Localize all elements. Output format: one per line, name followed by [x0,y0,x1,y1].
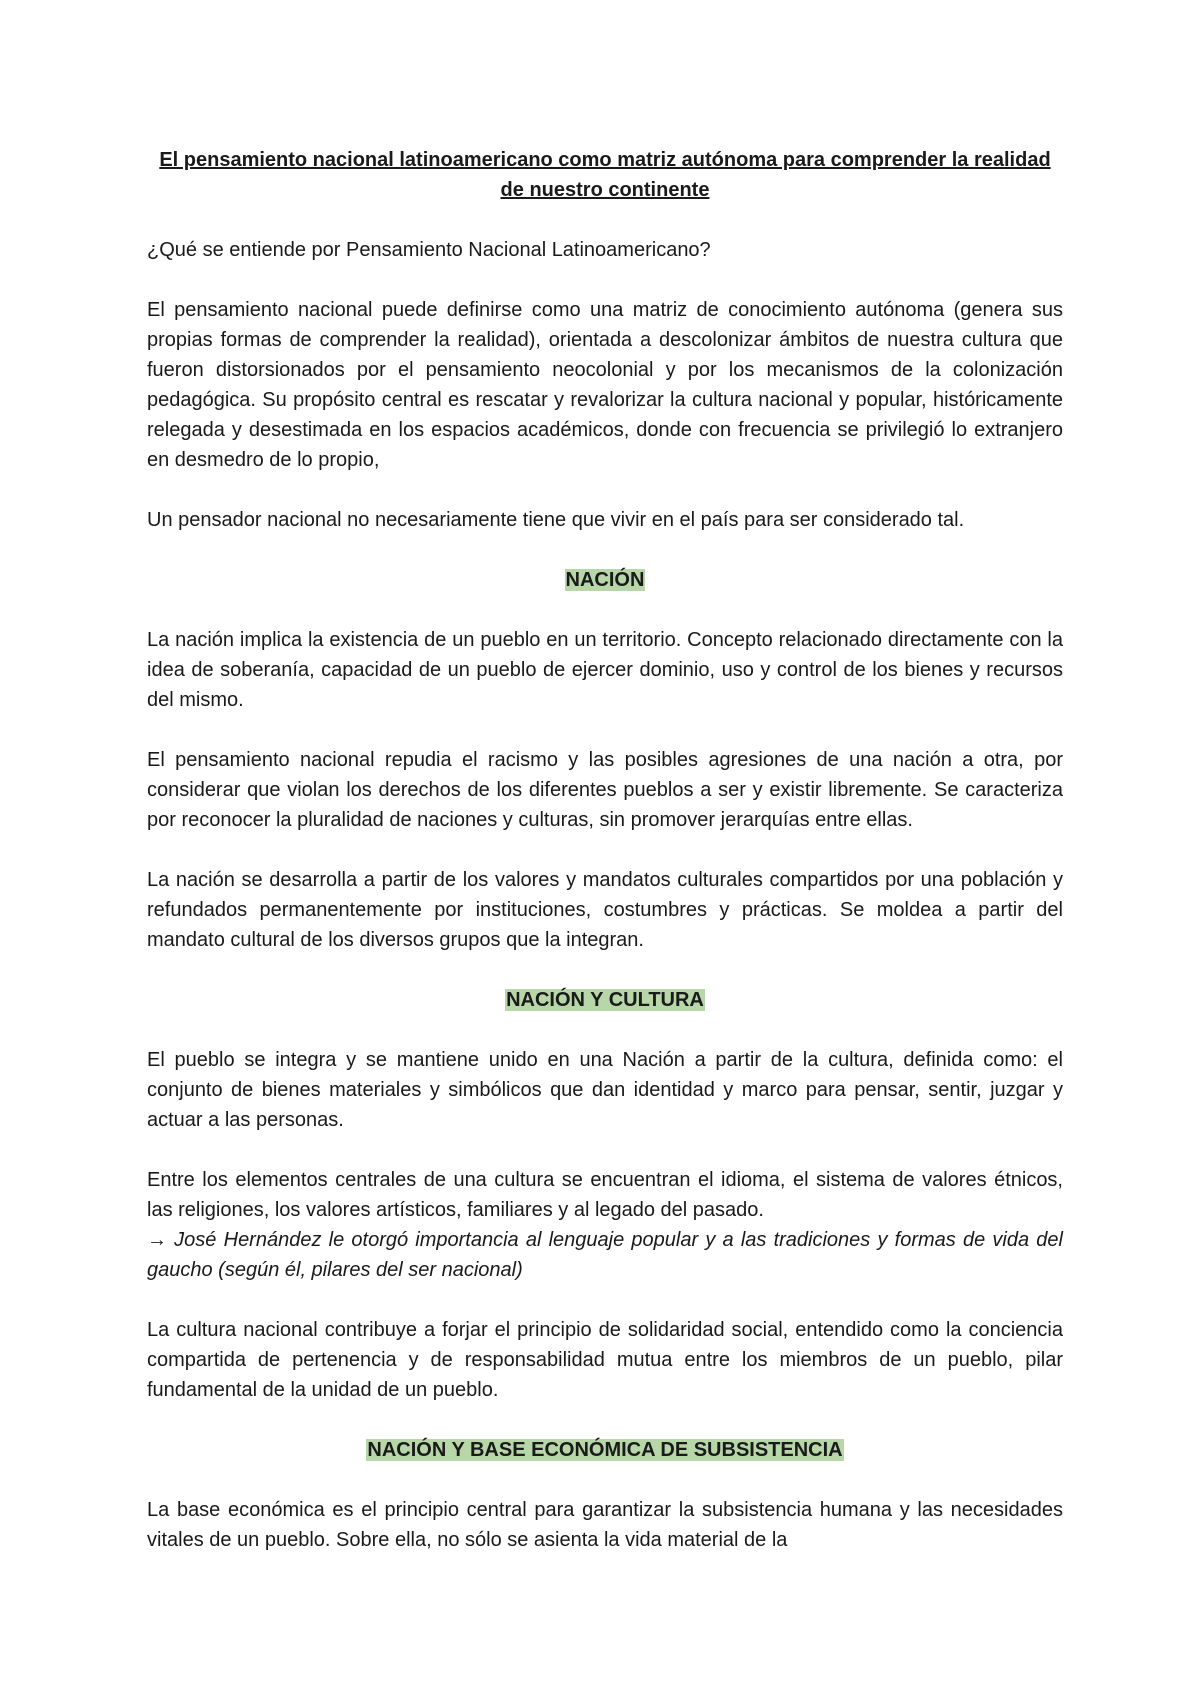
section-heading-label: NACIÓN Y CULTURA [506,989,704,1011]
base-economica-paragraph-1: La base económica es el principio central para garantizar la subsistencia humana y las necesidades vitales de un pueblo. Sobre ella, no sólo se asienta la vida material de la [147,1499,1063,1551]
cultura-paragraph-1: El pueblo se integra y se mantiene unido en una Nación a partir de la cultura, definida como: el conjunto de bienes materiales y simbólicos que dan identidad y marco para pensar, sentir, juzgar y actuar a las personas. [147,1049,1063,1131]
intro-paragraph-2: Un pensador nacional no necesariamente tiene que vivir en el país para ser considerado tal. [147,509,965,531]
section-heading-base-economica [147,1435,1063,1465]
nacion-paragraph-2: El pensamiento nacional repudia el racismo y las posibles agresiones de una nación a otra, por considerar que violan los derechos de los diferentes pueblos a ser y existir libremente. Se caracteriza por reconocer la pluralidad de naciones y culturas, sin promover jerarquías entre ellas. [147,749,1063,831]
document-body [147,145,1063,1555]
section-heading-nacion [147,565,1063,595]
section-heading-label: NACIÓN Y BASE ECONÓMICA DE SUBSISTENCIA [367,1439,843,1461]
intro-paragraph-1: El pensamiento nacional puede definirse como una matriz de conocimiento autónoma (genera sus propias formas de comprender la realidad), orientada a descolonizar ámbitos de nuestra cultura que fueron distorsionados por el pensamiento neocolonial y por los mecanismos de la colonización pedagógica. Su propósito central es rescatar y revalorizar la cultura nacional y popular, históricamente relegada y desestimada en los espacios académicos, donde con frecuencia se privilegió lo extranjero en desmedro de lo propio, [147,299,1063,471]
document-title: El pensamiento nacional latinoamericano como matriz autónoma para comprender la realidad de nuestro continente [159,149,1051,201]
cultura-paragraph-2: Entre los elementos centrales de una cultura se encuentran el idioma, el sistema de valores étnicos, las religiones, los valores artísticos, familiares y al legado del pasado. [147,1169,1063,1221]
section-heading-label: NACIÓN [565,569,645,591]
cultura-closing: La cultura nacional contribuye a forjar el principio de solidaridad social, entendido como la conciencia compartida de pertenencia y de responsabilidad mutua entre los miembros de un pueblo, pilar fundamental de la unidad de un pueblo. [147,1319,1063,1401]
cultura-note: → José Hernández le otorgó importancia al lenguaje popular y a las tradiciones y formas de vida del gaucho (según él, pilares del ser nacional) [147,1229,1063,1281]
section-heading-nacion-y-cultura [147,985,1063,1015]
question-line: ¿Qué se entiende por Pensamiento Nacional Latinoamericano? [147,239,711,261]
nacion-paragraph-1: La nación implica la existencia de un pueblo en un territorio. Concepto relacionado directamente con la idea de soberanía, capacidad de un pueblo de ejercer dominio, uso y control de los bienes y recursos del mismo. [147,629,1063,711]
nacion-paragraph-3: La nación se desarrolla a partir de los valores y mandatos culturales compartidos por una población y refundados permanentemente por instituciones, costumbres y prácticas. Se moldea a partir del mandato cultural de los diversos grupos que la integran. [147,869,1063,951]
